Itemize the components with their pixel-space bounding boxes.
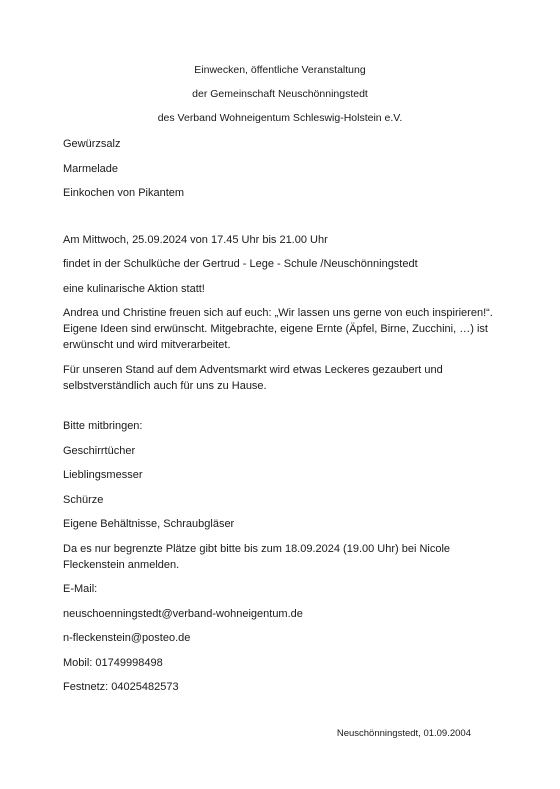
topic-item: Marmelade <box>63 162 119 175</box>
bring-item: Geschirrtücher <box>63 444 136 457</box>
place-date: Neuschönningstedt, 01.09.2004 <box>336 728 471 739</box>
bring-item: Eigene Behältnisse, Schraubgläser <box>63 518 235 530</box>
event-intro: Andrea und Christine freuen sich auf euch: „Wir lassen uns gerne von euch inspirieren!“. Eigene Ideen sind erwünscht. Mitgebrachte, eigene Ernte (Äpfel, Birne, Zucchini, …) ist erwünscht und wird mitverarbeitet. <box>63 307 493 351</box>
bring-item: Schürze <box>63 493 104 506</box>
landline-number: Festnetz: 04025482573 <box>63 681 179 693</box>
header-association: des Verband Wohneigentum Schleswig-Holstein e.V. <box>157 112 403 124</box>
event-action: eine kulinarische Aktion statt! <box>63 282 205 295</box>
registration-note: Da es nur begrenzte Plätze gibt bitte bis zum 18.09.2024 (19.00 Uhr) bei Nicole Fleckenstein anmelden. <box>63 542 451 571</box>
document-body <box>63 136 508 704</box>
event-location: findet in der Schulküche der Gertrud - Lege - Schule /Neuschönningstedt <box>63 258 418 270</box>
bring-heading: Bitte mitbringen: <box>63 420 143 432</box>
header-title: Einwecken, öffentliche Veranstaltung <box>194 64 366 76</box>
bring-item: Lieblingsmesser <box>63 469 143 481</box>
email-label: E-Mail: <box>63 583 98 595</box>
topic-item: Gewürzsalz <box>63 138 121 150</box>
event-date: Am Mittwoch, 25.09.2024 von 17.45 Uhr bis 21.00 Uhr <box>63 233 328 246</box>
header-community: der Gemeinschaft Neuschönningstedt <box>192 88 368 100</box>
mobile-number: Mobil: 01749998498 <box>63 656 163 669</box>
email-address-personal: n-fleckenstein@posteo.de <box>63 632 191 644</box>
document-header <box>0 64 560 136</box>
email-address-association: neuschoenningstedt@verband-wohneigentum.de <box>63 607 303 620</box>
event-market: Für unseren Stand auf dem Adventsmarkt wird etwas Leckeres gezaubert und selbstverständlich auch für uns zu Hause. <box>63 363 443 392</box>
topic-item: Einkochen von Pikantem <box>63 187 185 199</box>
